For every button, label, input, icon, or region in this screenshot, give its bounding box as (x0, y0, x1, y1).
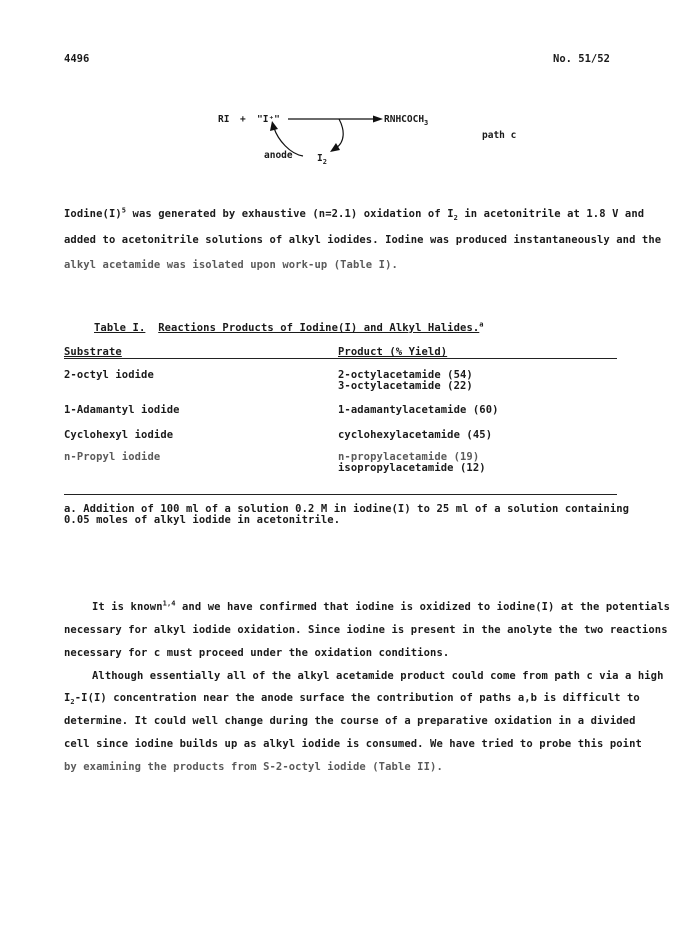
para2-line1-b: and we have confirmed that iodine is oxidized to iodine(I) at the potentials (175, 601, 671, 613)
table-row-3-product-1: cyclohexylacetamide (45) (338, 429, 493, 441)
table-caption-text: Reactions Products of Iodine(I) and Alkyl Halides. (158, 322, 480, 334)
para2-line5-sub: 2 (70, 698, 75, 707)
scheme-product-formula: RNHCOCH (384, 114, 425, 125)
para1-line3: alkyl acetamide was isolated upon work-up (Table I). (64, 259, 398, 271)
curved-arrow-to-iodine (336, 119, 343, 148)
table-row-4-substrate: n-Propyl iodide (64, 451, 161, 463)
curved-arrow-head-iodine (330, 143, 340, 152)
table-header-product: Product (% Yield) (338, 346, 448, 358)
table-bottom-rule (64, 494, 617, 495)
para1-line1-b: was generated by exhaustive (n=2.1) oxidation of I (126, 208, 454, 220)
scheme-iodine-symbol: I (317, 153, 323, 164)
para2-line5 (64, 692, 640, 707)
forward-arrow-head (373, 116, 383, 123)
scheme-reactant-iodonium: "I⁺" (257, 114, 280, 125)
table-header-rule (64, 358, 617, 359)
para1-line1-c: in acetonitrile at 1.8 V and (457, 208, 645, 220)
para1-line1-sub: 2 (453, 214, 458, 223)
scheme-arrows-svg (0, 100, 680, 180)
reaction-scheme (0, 100, 680, 180)
scheme-iodine-subscript: 2 (322, 157, 327, 166)
table-header-substrate: Substrate (64, 346, 122, 358)
para2-line5-b: -I(I) concentration near the anode surface the contribution of paths a,b is difficult to (74, 692, 640, 704)
scheme-anode-label: anode (264, 150, 293, 161)
para2-line7: cell since iodine builds up as alkyl iodide is consumed. We have tried to probe this point (64, 738, 642, 750)
table-row-2-product-1: 1-adamantylacetamide (60) (338, 404, 499, 416)
table-caption (94, 322, 484, 334)
table-caption-footnote-mark: a (479, 320, 484, 329)
table-row-4-product-2: isopropylacetamide (12) (338, 462, 486, 474)
table-row-4-product-1: n-propylacetamide (19) (338, 451, 480, 463)
para1-line1-ref: 5 (121, 206, 127, 215)
para1-line1 (64, 206, 645, 223)
para2-line1-a: It is known (92, 601, 163, 613)
table-footnote-line2: 0.05 moles of alkyl iodide in acetonitrile. (64, 514, 341, 526)
table-row-1-product-1: 2-octylacetamide (54) (338, 369, 473, 381)
scheme-path-label: path c (482, 130, 517, 141)
para2-line1 (92, 601, 670, 613)
para2-line4: Although essentially all of the alkyl acetamide product could come from path c via a high (92, 670, 664, 682)
table-row-1-product-2: 3-octylacetamide (22) (338, 380, 473, 392)
issue-number: No. 51/52 (553, 53, 610, 65)
table-row-1-substrate: 2-octyl iodide (64, 369, 154, 381)
scheme-reactant-ri: RI (218, 114, 230, 125)
table-footnote-line1: a. Addition of 100 ml of a solution 0.2 M in iodine(I) to 25 ml of a solution containing (64, 503, 630, 515)
para2-line2: necessary for alkyl iodide oxidation. Since iodine is present in the anolyte the two reactions (64, 624, 668, 636)
scheme-product-subscript: 3 (424, 118, 429, 127)
para2-line6: determine. It could well change during the course of a preparative oxidation in a divided (64, 715, 636, 727)
table-row-3-substrate: Cyclohexyl iodide (64, 429, 174, 441)
page-number: 4496 (64, 53, 90, 65)
scheme-plus: + (240, 114, 246, 125)
table-row-2-substrate: 1-Adamantyl iodide (64, 404, 180, 416)
curved-arrow-head-iodonium (270, 121, 278, 131)
para2-line8: by examining the products from S-2-octyl iodide (Table II). (64, 761, 443, 773)
para2-line1-ref: 1,4 (162, 599, 176, 608)
para1-line2: added to acetonitrile solutions of alkyl iodides. Iodine was produced instantaneously and the (64, 234, 662, 246)
para2-line3: necessary for c must proceed under the oxidation conditions. (64, 647, 450, 659)
table-caption-number: Table I. (94, 322, 146, 334)
para1-line1-a: Iodine(I) (64, 208, 122, 220)
curved-arrow-to-iodonium (274, 128, 303, 156)
para2-line5-a: I (64, 692, 71, 704)
